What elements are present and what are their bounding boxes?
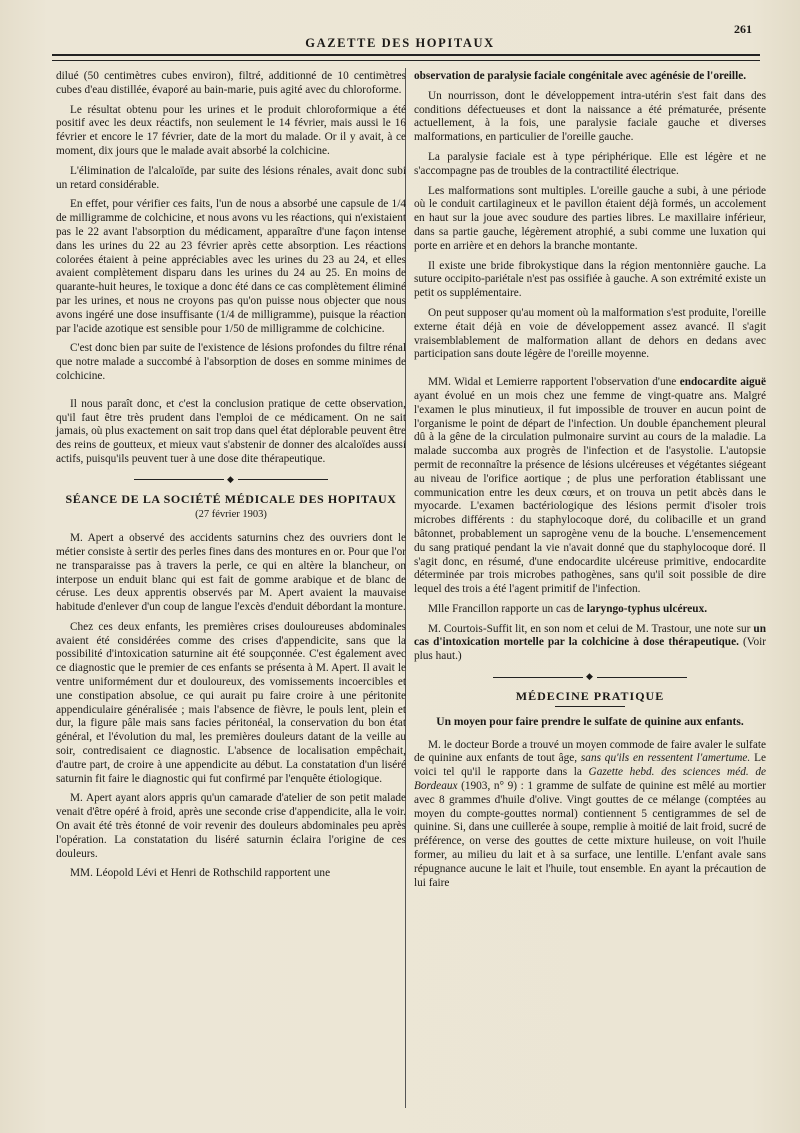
- paragraph: L'élimination de l'alcaloïde, par suite des lésions rénales, avait donc subi un retard considérable.: [56, 164, 406, 191]
- text-run-bold: un cas d'intoxication mortelle par la colchicine à dose thérapeutique.: [414, 622, 766, 649]
- paragraph: MM. Léopold Lévi et Henri de Rothschild rapportent une: [70, 867, 331, 880]
- text-run: MM. Widal et Lemierre rapportent l'observation d'une: [428, 376, 677, 389]
- text-run-bold: laryngo-typhus ulcéreux.: [586, 602, 708, 615]
- paragraph: On peut supposer qu'au moment où la malformation s'est produite, l'oreille externe était déjà en voie de développement assez avancé. Il s'agit vraisemblablement de malformation allant de dehors en dedans avec participation sans doute légère de l'oreille moyenne.: [414, 306, 766, 361]
- paragraph: Il nous paraît donc, et c'est la conclusion pratique de cette observation, qu'il faut être très prudent dans l'emploi de ce médicament. On ne sait jamais, où plus exactement on sait trop dans quel état déplorable peuvent être des reins de goutteux, et mieux vaut s'abstenir de donner des alcaloïdes aussi actifs, puisqu'ils peuvent tuer à une dose dite thérapeutique.: [56, 397, 406, 465]
- page-number: 261: [734, 22, 752, 36]
- rubric-heading: MÉDECINE PRATIQUE: [515, 688, 665, 703]
- paragraph: Il existe une bride fibrokystique dans la région mentonnière gauche. La suture occipito-pariétale n'est pas ossifiée à gauche. A son extrémité existe un petit os supplémentaire.: [414, 259, 766, 300]
- paragraph: M. Apert a observé des accidents saturnins chez des ouvriers dont le métier consiste à sertir des perles fines dans des montures en or. Pour que l'or ne transparaisse pas à travers la perle, ce qui en altère la blancheur, on interpose un enduit blanc qui est fait de gomme arabique et de blanc de céruse. Les deux apprentis observés par M. Apert avaient la mauvaise habitude d'enlever d'un coup de langue l'excès d'enduit débordant la monture.: [56, 532, 406, 614]
- paragraph: [414, 739, 766, 891]
- paragraph: En effet, pour vérifier ces faits, l'un de nous a absorbé une capsule de 1/4 de milligramme de colchicine, et nous avons vu les réactions, qui n'existaient pas le 22 avant l'absorption du médicament, apparaître d'une façon intense dans les urines du 22 au 23 février après cette absorption. Les réactions colorées étaient à peine appréciables avec les urines du 23 au 24, et elles avaient complètement disparu dans les urines du 24 au 25. En moins de quarante-huit heures, le toxique a donc été dans ce cas complètement éliminé par les urines, et nous ne croyons pas qu'on puisse nous objecter que nous avons ingéré une dose insuffisante (1/4 de milligramme), puisque la réaction par l'acide azotique est sensible pour 1/50 de milligramme de colchicine.: [56, 198, 406, 335]
- paragraph: [414, 623, 766, 664]
- section-heading: SÉANCE DE LA SOCIÉTÉ MÉDICALE DES HOPITAUX: [65, 491, 397, 506]
- text-run-italic: Gazette hebd. des sciences méd. de Bordeaux: [414, 766, 766, 793]
- paragraph: Chez ces deux enfants, les premières crises douloureuses abdominales avaient été considérées comme des crises d'appendicite, sans que la possibilité d'intoxication saturnine ait été soupçonnée. C'est également avec ce diagnostic que le premier de ces enfants se présenta à M. Apert. Il avait le ventre uniformément dur et douloureux, des vomissements incoercibles et une constipation absolue, ce qui aurait pu faire croire à une péritonite appendiculaire généralisée ; mais l'absence de fièvre, le pouls lent, plein et dur, la figure pâle mais sans facies péritonéal, la conservation du bon état général, et l'évolution du mal, les premières douleurs datant de la veille au soir, contredisaient ce diagnostic. L'absence de localisation empêchait, d'autre part, de croire à une appendicite au début. La constatation d'un liséré saturnin fit faire le diagnostic qui fut confirmé par l'enquête étiologique.: [56, 620, 406, 785]
- paragraph: Le résultat obtenu pour les urines et le produit chloroformique a été positif avec les deux réactifs, non seulement le 14 février, mais aussi le 16 février et encore le 17 février, date de la mort du malade. Or il y avait, à ce moment, dix jours que le malade avait absorbé la colchicine.: [56, 103, 406, 157]
- text-run: Mlle Francillon rapporte un cas de: [428, 602, 587, 615]
- header-rule: [52, 54, 760, 61]
- paragraph: [414, 603, 766, 617]
- rubric-rule: [555, 706, 625, 707]
- text-run: (1903, n° 9) : 1 gramme de sulfate de quinine est mêlé au mortier avec 8 grammes d'huile d'olive. Vingt gouttes de ce mélange (comptées au moyen du compte-gouttes normal) contiennent 5 centigrammes de sel de quinine. Si, dans une cuillerée à soupe, remplie à moitié de lait froid, sucré de préférence, on verse des gouttes de cette mixture huileuse, on voit l'huile former, au milieu du lait et à sa surface, une lentille. L'enfant avale sans répugnance aucune le lait et l'huile, tout ensemble. En ayant la précaution de lui faire: [414, 780, 766, 889]
- paragraph: La paralysie faciale est à type périphérique. Elle est légère et ne s'accompagne pas de troubles de la contractilité électrique.: [414, 150, 766, 177]
- text-run-bold: endocardite aiguë: [679, 376, 766, 389]
- right-column: [414, 70, 766, 896]
- text-run: Le voici tel qu'il le rapporte dans la: [414, 752, 766, 779]
- text-run: M. Courtois-Suffit lit, en son nom et celui de M. Trastour, une note sur: [428, 622, 754, 635]
- paragraph: [414, 376, 766, 597]
- paragraph: C'est donc bien par suite de l'existence de lésions profondes du filtre rénal que notre malade a succombé à l'absorption de doses en somme minimes de colchicine.: [56, 342, 406, 382]
- paragraph: Un nourrisson, dont le développement intra-utérin s'est fait dans des conditions défectueuses et dont la naissance a été prématurée, présente actuellement, à la fois, une paralysie faciale gauche et diverses malformations, en particulier de l'oreille gauche.: [414, 89, 766, 144]
- article-title: Un moyen pour faire prendre le sulfate de quinine aux enfants.: [436, 715, 744, 728]
- left-column: [56, 70, 406, 887]
- section-date: (27 février 1903): [195, 509, 267, 521]
- paragraph: Les malformations sont multiples. L'oreille gauche a subi, à une période où le conduit cartilagineux et le pavillon étaient déjà formés, un accolement en haut sur la joue avec soudure des parties libres. Le maxillaire inférieur, dans sa partie gauche, légèrement atrophié, a subi comme une luxation qui porte en arrière et en dehors la branche montante.: [414, 184, 766, 252]
- text-run: ayant évolué en un mois chez une femme de vingt-quatre ans. Malgré l'examen le plus minutieux, il fut impossible de trouver en aucun point de l'organisme le point de départ de l'infection. Un double épanchement pleural dû à la gêne de la circulation pulmonaire survint au cours de la maladie. La malade succomba aux progrès de l'infection et de l'asystolie. L'autopsie permit de reconnaître la présence de lésions ulcéreuses et végétantes siégeant au niveau de l'orifice aortique ; de plus une perforation établissant une communication entre les deux cœurs, et on trouva un petit abcès dans le myocarde. L'examen bactériologique des lésions permit d'isoler trois microbes différents : du staphylocoque doré, du colibacille et un grand bâtonnet, probablement un saprogène venu de la bouche. L'ensemencement du sang pratiqué pendant la vie n'avait donné que du staphylocoque doré. Il s'agit donc, en résumé, d'une endocardite ulcéreuse primitive, endocardite déterminée par trois microbes pathogènes, sans qu'il soit possible de dire lequel des trois a été l'agent primitif de l'infection.: [414, 389, 766, 596]
- paragraph: dilué (50 centimètres cubes environ), filtré, additionné de 10 centimètres cubes d'eau distillée, évaporé au bain-marie, puis agité avec du chloroforme.: [56, 70, 406, 96]
- text-run: M. le docteur Borde a trouvé un moyen commode de faire avaler le sulfate de quinine aux enfants de tout âge,: [414, 738, 766, 765]
- running-title: GAZETTE DES HOPITAUX: [305, 36, 495, 50]
- text-run-italic: sans qu'ils en ressentent l'amertume.: [580, 752, 751, 765]
- paragraph-title: observation de paralysie faciale congénitale avec agénésie de l'oreille.: [414, 70, 747, 82]
- separator-ornament: ◆: [414, 670, 766, 684]
- paragraph: M. Apert ayant alors appris qu'un camarade d'atelier de son petit malade venait d'être opéré à froid, après une seconde crise d'appendicite, alla le voir. On avait été très étonné de voir revenir des douleurs abdominales peu après l'opération. La constatation du liséré saturnin éclaira l'origine de ces douleurs.: [56, 792, 406, 860]
- text-run: (Voir plus haut.): [414, 636, 766, 663]
- separator-ornament: ◆: [56, 473, 406, 487]
